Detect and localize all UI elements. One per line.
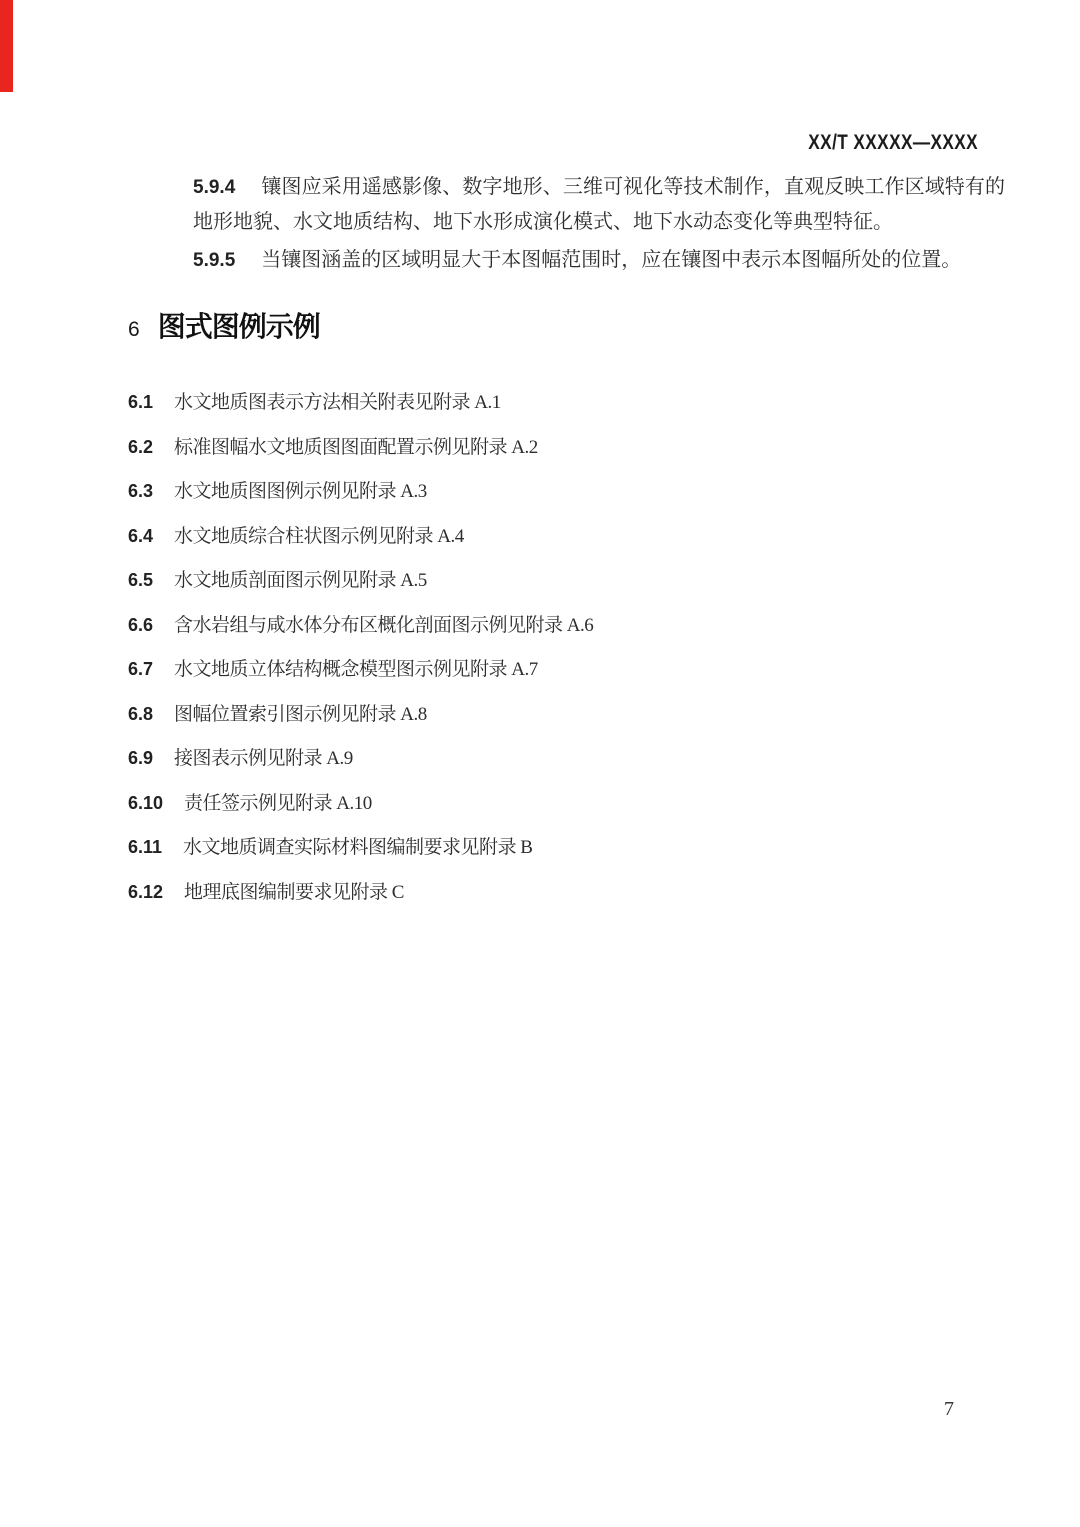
item-number: 6.12: [128, 881, 164, 902]
list-item: [128, 826, 998, 871]
section-item-list: [128, 381, 998, 915]
item-text: 责任签示例见附录 A.10: [184, 792, 372, 814]
item-number: 6.5: [128, 570, 154, 590]
item-number: 6.3: [128, 481, 154, 501]
list-item: [128, 648, 998, 693]
item-number: 6.6: [128, 614, 154, 635]
clause-number: 5.9.5: [193, 250, 236, 271]
red-corner-strip: [0, 0, 13, 92]
page-number: 7: [944, 1398, 954, 1420]
item-number: 6.1: [128, 392, 154, 412]
item-text: 水文地质图表示方法相关附表见附录 A.1: [174, 392, 501, 413]
item-number: 6.9: [128, 748, 154, 768]
list-item: [128, 559, 998, 604]
item-text: 标准图幅水文地质图图面配置示例见附录 A.2: [174, 436, 538, 458]
item-number: 6.7: [128, 659, 154, 679]
clause-5-9-5: [193, 243, 1005, 278]
list-item: [128, 515, 998, 560]
list-item: [128, 426, 998, 471]
clause-text: 当镶图涵盖的区域明显大于本图幅范围时，应在镶图中表示本图幅所处的位置。: [261, 249, 962, 271]
item-text: 水文地质调查实际材料图编制要求见附录 B: [183, 837, 533, 858]
section-number: 6: [128, 318, 140, 341]
list-item: [128, 693, 998, 738]
item-text: 含水岩组与咸水体分布区概化剖面图示例见附录 A.6: [174, 614, 594, 636]
item-number: 6.11: [128, 837, 163, 857]
section-title: 图式图例示例: [157, 311, 320, 342]
item-text: 水文地质综合柱状图示例见附录 A.4: [174, 525, 464, 547]
item-text: 图幅位置索引图示例见附录 A.8: [174, 703, 427, 725]
item-text: 地理底图编制要求见附录 C: [184, 881, 404, 903]
list-item: [128, 470, 998, 515]
item-text: 水文地质立体结构概念模型图示例见附录 A.7: [174, 659, 538, 680]
item-number: 6.2: [128, 436, 154, 457]
standard-code-header: XX/T XXXXX—XXXX: [808, 131, 978, 154]
list-item: [128, 604, 998, 649]
item-number: 6.8: [128, 703, 154, 724]
item-text: 接图表示例见附录 A.9: [174, 748, 353, 769]
clause-5-9-4: [193, 170, 1005, 239]
section-heading: [128, 307, 320, 350]
list-item: [128, 381, 998, 426]
item-number: 6.4: [128, 525, 154, 546]
clause-text: 镶图应采用遥感影像、数字地形、三维可视化等技术制作，直观反映工作区域特有的地形地貌、水文地质结构、地下水形成演化模式、地下水动态变化等典型特征。: [193, 176, 1005, 233]
list-item: [128, 737, 998, 782]
item-number: 6.10: [128, 792, 164, 813]
list-item: [128, 871, 998, 916]
item-text: 水文地质剖面图示例见附录 A.5: [174, 570, 427, 591]
list-item: [128, 782, 998, 827]
item-text: 水文地质图图例示例见附录 A.3: [174, 481, 427, 502]
clause-number: 5.9.4: [193, 177, 236, 198]
